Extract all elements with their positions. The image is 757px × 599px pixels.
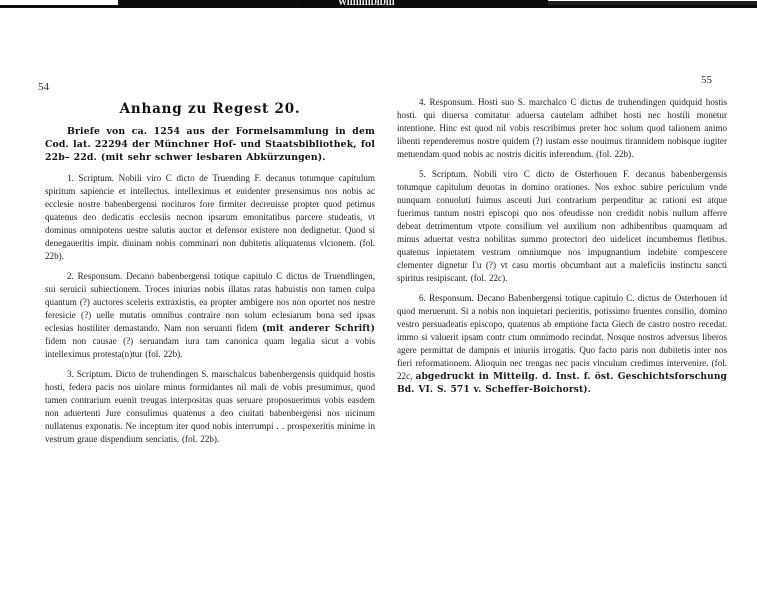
text-column-right bbox=[397, 96, 727, 398]
intro-paragraph: Briefe von ca. 1254 aus der Formelsammlung in dem Cod. lat. 22294 der Münchner Hof- und Staatsbibliothek, fol 22b– 22d. (mit sehr schwer lesbaren Abkürzungen). bbox=[45, 126, 375, 164]
paragraph-1: 1. Scriptum. Nobili viro C dicto de Truending F. decanus totumque capitulum spiritum sapiencie et intellectus. intelleximus et euidenter presensimus nos nobis ac ecclesie nostre babenbergensi nocituros fore firmiter decreuisse propter quod petimus quatenus deo dedicatis ecclesiis necnon ipsarum emonitatibus parcere studeatis, vt dominus omnipotens uestre salutis auctor et defensor existere non dedignetur. Quod si denegaueritis impir. diuinam nobis comminari non dubitetis aliquatenus vlcionem. (fol. 22b). bbox=[45, 172, 375, 261]
folio-number-right: 55 bbox=[701, 74, 712, 86]
folio-number-left: 54 bbox=[38, 81, 49, 93]
artifact-glyph-text: WIIIIIIIIDIDIII bbox=[338, 0, 395, 7]
artifact-smear bbox=[548, 1, 757, 6]
paragraph-3: 3. Scriptum. Dicto de truhendingen S. marschalcus babenbergensis quidquid hostis hosti, federa pacis nos uiolare minus formidantes nil mali de vobis presumimus, quod tamen contrarium euenit treugas interpositas quas seruare proposuerimus vobis easdem non aduertenti Jure consulimus quatenus a deo ciuitati babenbergensi nos uicinum nullatenus exponatis. Ne inceptum iter quod nobis interrumpi . . prospexeritis minime in vestrum graue dispendium senciatis. (fol. 22b). bbox=[45, 368, 375, 444]
bibliographic-note-fraktur: abgedruckt in Mitteilg. d. Inst. f. öst. Geschichtsforschung Bd. VI. S. 571 v. Scheffer-Boichorst). bbox=[397, 371, 727, 395]
paragraph-5: 5. Scriptum. Nobili viro C dicto de Osterhouen F. decanus babenbergensis totumque capitulum deuotas in domino orationes. Nos exhoc subire periculum vnde nunquam conuoluti fuimus asceuti Juri contrarium perpenditur ac rationi est atque fuerimus tantum nostri episcopi quo nos ofeudisse non credidit nobis nullum afferre debeat detrimentum vtpote consilium vel auxilium non adhibentibus quamquam ad minus aduertat vestra nobilitas summo protectori deo uidelicet incumbemus fletibus. quatenus inpietatem vestram omniumque nos impugnantium indebite compescere clementer dignetur I'u (?) vt casu mortis obcumbant aut a maleficiis instinctu sancti spiritus resipiscant. (fol. 22c). bbox=[397, 169, 727, 283]
paragraph-6: 6. Responsum. Decano Babenbergensi totique capitulo C. dictus de Osterhouen id quod meruerunt. Si a nobis non inquietari pecieritis, potissimo fruentes consilio, domino vestro persuadeatis episcopo, quatenus ab emptione facta Giech de castro nostro recedat. immo si valuerit ipsam contr ctum omnimodo recindat. Nosque nostros adversus liberos agere permittat de dampnis et iniuriis irrogatis. Quo facto paris non dubitetis inter nos fieri reformationem. Alioquin nec trengas nec pacis vinculum credimus intervenire. (fol. 22c, abgedruckt in Mitteilg. d. Inst. f. öst. Geschichtsforschung Bd. VI. S. 571 v. Scheffer-Boichorst). bbox=[397, 293, 727, 395]
text-column-left bbox=[45, 103, 375, 448]
paragraph-4: 4. Responsum. Hosti suo S. marchalco C dictus de truhendingen quidquid hostis hosti. qui diuersa comitatur aduersa cautelam adhibet hosti nec hostili monetur intentione. Hinc est quod nil vobis rescribimus preter hoc solum quod talionem animo libenti rependeremus nostre quidem (?) iustam esse nouimus tirannidem nobisque iugiter metuendam quod nobis ac nostris dicitis inferendum. (fol. 22b). bbox=[397, 97, 727, 159]
paragraph-2: 2. Responsum. Decano babenbergensi totique capitulo C dictus de Truendlingen, sui seruicii subiectionem. Troces iniurias nobis illatas ratas habuistis non tamen culpa quantum (?) auctores sceleris extraxistis, ea propter ambigere nos non oportet nos nestre feresicie (?) uelle mutatis omnibus contraire non solum eclesiarum bona sed ipsas eclesias hostiliter demastando. Nam non seruanti fidem (mit anderer Schrift) fidem non causae (?) seruandam iura tam canonica quam legalia sicut a vobis intelleximus protesta(n)tur (fol. 22b). bbox=[45, 270, 376, 359]
editorial-gloss-fraktur: (mit anderer Schrift) bbox=[261, 322, 376, 334]
scan-artifact-band bbox=[0, 0, 757, 9]
section-heading: Anhang zu Regest 20. bbox=[119, 101, 301, 117]
